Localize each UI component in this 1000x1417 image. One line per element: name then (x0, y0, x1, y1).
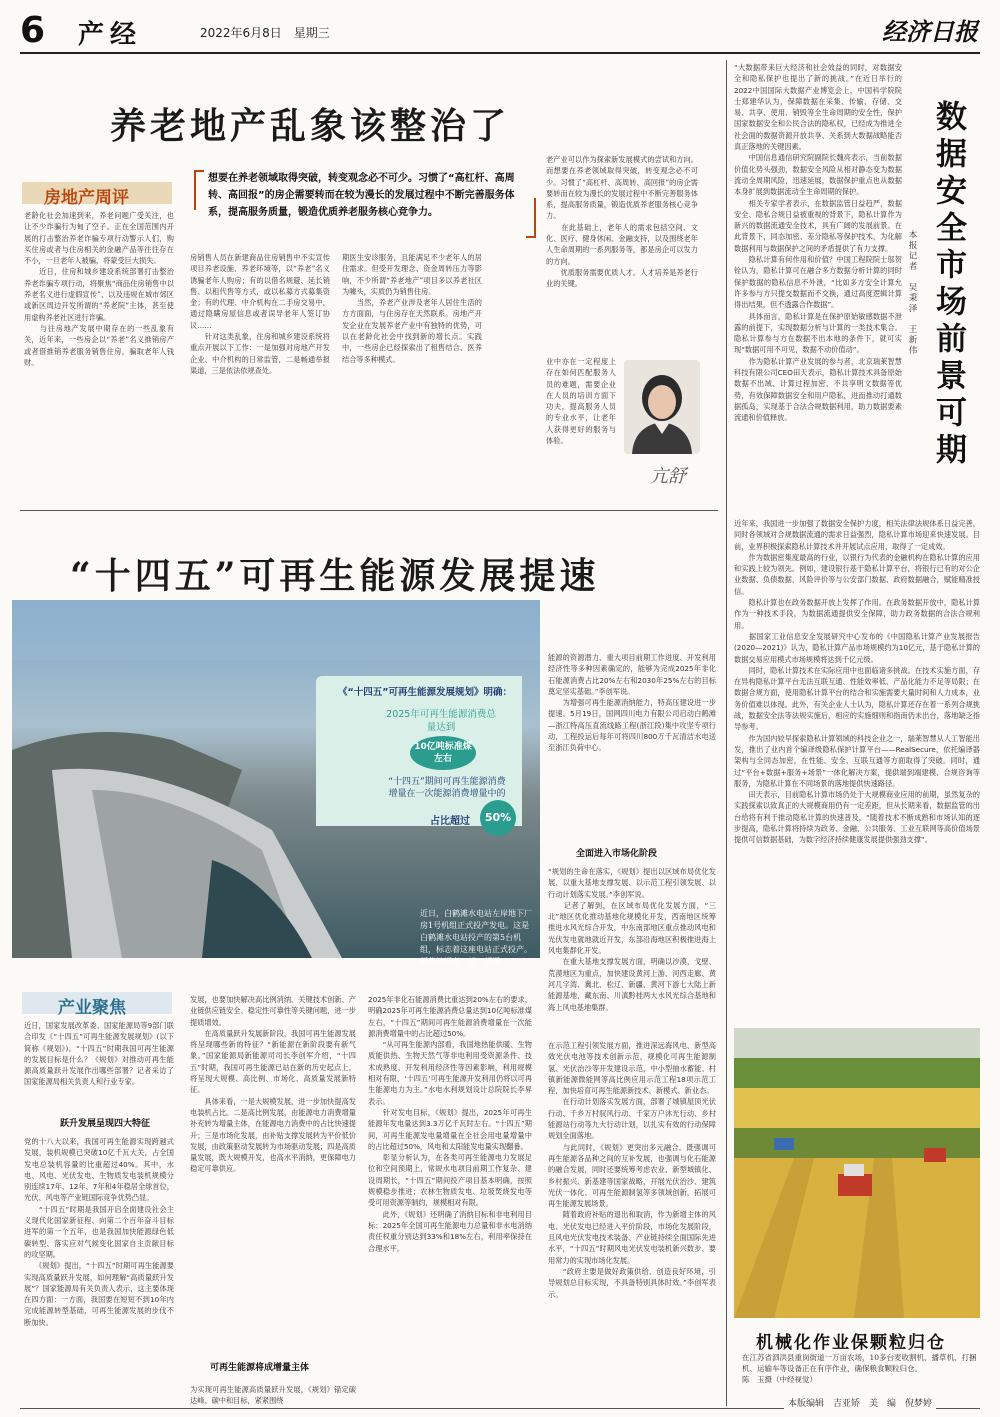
photo-caption: 近日，白鹤滩水电站左岸地下厂房1号机组正式投产发电。这是白鹤滩水电站投产的第5台机组，标志着这座电站正式投产。 新华社记者 胡 超摄 (420, 909, 532, 966)
subhead: 跃升发展呈现四大特征 (60, 1119, 151, 1129)
kicker: 房地产周评 (44, 188, 129, 208)
column-rule (726, 60, 727, 1406)
divider (20, 510, 718, 511)
text-column-5: 在示范工程引领发展方面，推进深远海风电、新型高效光伏电池等技术创新示范，规模化可再生能源制氢、光伏治沙等开发建设示范，中小型抽水蓄能、村镇新能源微能网等高比例应用示范工程18项示范工程，加快培育可再生能源新技术、新模式、新业态。 在行动计划落实发展方面，部署了城镇屋顶光伏行动、千乡万村驭风行动、千家万户沐光行动、乡村能源站行动等九大行动计划，以扎实有效的行动保障规划全面落地。 与此同时，《规划》更突出多元融合。既强调可再生能源各品种之间的互补发展，也强调与化石能源的融合发展，同时还要统筹考虑农业、新型城镇化、乡村振兴、新基建等国家战略，开展光伏治沙、建筑光伏一体化、可再生能源制氢等多领域创新，拓展可再生能源发展场景。 随着政府补贴的退出和取消，作为新增主体的风电、光伏发电已经进入平价阶段，市场化发展阶段，且风电光伏发电技术装备、产业链持续全面国际先进水平，“十四五”时期风电光伏发电装机新兴数步、要用常力的实现市场化发展。 “政府主要是做好政策供给、创造良好环境，引导规划总目标实现，不具备特别具体时效。”李创军表示。 (548, 1041, 716, 1299)
text-column-2: 近年来，我国进一步加强了数据安全保护力度，相关法律法规体系日益完善，同时各领域对合规数据流通的需求日益强烈，隐私计算市场迎来快速发展。目前，业界积极探索隐私计算技术并开展试点应用，取得了一定成效。 作为数据密集度最高的行业，以银行为代表的金融机构在隐私计算的应用和实践上较为领先。例如，建设银行基于隐私计算平台，将银行已有的对公企业数据、负债数据、风险评价等与公安部门数据、政府数据融合，赋能精准授信。 隐私计算也在政务数据开放上发挥了作用。在政务数据开放中，隐私计算作为一种技术手段，为数据流通提供安全保障，助力政务数据的合法合规利用。 据国家工业信息安全发展研究中心发布的《中国隐私计算产业发展报告(2020—2021)》认为，隐私计算产品市场规模约为10亿元，基于隐私计算的数据交易应用模式市场规模将达到千亿元级。 同时，隐私计算技术在实际应用中也面临诸多挑战。在技术实施方面，存在异构隐私计算平台无法互联互通、性能效率低、产品化能力不足等局限；在数据合规方面，使用隐私计算平台的结合和实施需要大量时间和人力成本，业务价值难以体现。此外，有关企业人士认为，隐私计算还存在着一系列合规挑战，数据安全法等法规实施后，相应的实施细则和指南仍未出台，落地缺乏指导参考。 作为国内较早探索隐私计算领域的科技企业之一，瑞莱智慧从人工智能出发，推出了业内首个编译级隐私保护计算平台——RealSecure，依托编译器架构与全同态加密，在性能、安全、互联互通等方面取得了突破。同时，通过“平台+数据+服务+场景”一体化解决方案，提供端到端建模、合规咨询等服务，为隐私计算在不同场景的落地提供快速路径。 田天表示，目前隐私计算市场仍处于大规模商业应用的前期，虽然复杂的实践探索以致真正的大规模商用仍有一定差距，但从长期来看，数据监管的出台给将有利于推动隐私计算的快速普及，“随着技术不断成熟和市场认知的逐步提高，隐私计算将持续为政务、金融、公共服务、工业互联网等高价值场景提供可信数据基础，为数字经济持续健康发展提供强劲支撑”。 (734, 519, 980, 845)
text-column-1: 老龄化社会加速到来，养老问题广受关注，也让不少诈骗行为甸了空子。正在全国范围内开展的打击整治养老诈骗专项行动警示人们，购买住房或者与住房相关的金融产品等往往存在不小，一旦老年人被骗，将蒙受巨大损失。 近日，住房和城乡建设系统部署打击整治养老诈骗专项行动，将聚焦“商品住房销售中以养老名义进行虚假宣传”、以及违规在城市郊区或新区周边开发所谓的“养老院”主体，甚至使用虚构养老社区进行诈骗。 与往房地产发展中期存在的一些乱象有关，近年来，一些房企以“养老”名义推销房产或者借推销养老服务销售住房，骗取老年人钱财。 (24, 211, 174, 367)
photo-title: 机械化作业保颗粒归仓 (756, 1333, 946, 1353)
harvest-photo (734, 1028, 980, 1318)
author-portrait (624, 360, 700, 454)
infographic-item1-label: 2025年可再生能源消费总量达到 (386, 709, 496, 733)
text-column-5: 业中亦在一定程度上存在如何匹配服务人员的难题，需要企业在人员的培训方面下功夫，提高服务人员的专业水平，让老年人获得更好的服务与体验。 (546, 357, 616, 446)
headline: “十四五”可再生能源发展提速 (70, 555, 600, 597)
editor-credits: 本版编辑 吉亚矫 美 编 倪梦婷 (784, 1396, 936, 1409)
page-number: 6 (20, 10, 46, 51)
text-column-3: 期医生安诊服务，且能满足不少老年人的居住需求。但受开发理念、资金周转压力等影响，不少所谓“养老地产”项目多以养老社区为噱头，实质仍为销售住房。 当然，养老产业涉及老年人居住生活的方方面面，与住房存在天然联系。房地产开发企业在发展养老产业中有独特的优势，可以在老龄化社会中找到新的增长点。实践中，一些房企已经探索出了租售结合、医养结合等多种模式。 (342, 253, 482, 364)
text-column-2b: 为实现可再生能源高质量跃升发展，《规划》锚定碳达峰、碳中和目标，紧紧围绕 (190, 1385, 356, 1406)
text-column-1: 近日，国家发展改革委、国家能源局等9部门联合印发《“十四五”可再生能源发展规划》(以下简称《规划》)。“十四五”时期我国可再生能源的发展目标是什么？《规划》对推动可再生能源高质量跃升发展作出哪些部署？记者采访了国家能源局相关负责人和行业专家。 (24, 1021, 174, 1087)
section-name: 产经 (78, 20, 143, 50)
infographic-item1-value: 10亿吨标准煤左右 (410, 736, 476, 770)
text-column-4b: “规划的生命在落实，《规划》提出以区域布局优化发展、以重大基地支撑发展、以示范工程引领发展、以行动计划落实发展。”李创军说。 记者了解到，在区域布局优化发展方面，“三北”地区优化推动基地化规模化开发，西南地区统筹推进水风光综合开发，中东南部地区重点推动风电和光伏发电就地就近开发，东部沿海地区积极推进海上风电集群化开发。 在重大基地支撑发展方面，明确以沙漠、戈壁、荒漠地区为重点，加快建设黄河上游、河西走廊、黄河几字湾、冀北、松辽、新疆、黄河下游七大陆上新能源基地，藏东南、川滇黔桂两大水风光综合基地和海上风电基地集群。 (548, 867, 716, 1012)
vertical-byline: 本报记者 吴秉泽 王新伟 (907, 230, 917, 356)
photo-caption: 在江苏省泗洪县重岗街道一万亩农场，10多台麦收割机、播草机、打捆机、运输车等设备正在有序作业，确保粮食颗粒归仓。 陈 玉摄（中经视觉） (742, 1353, 977, 1384)
issue-date: 2022年6月8日 星期三 (200, 26, 330, 40)
infographic-title: 《“十四五”可再生能源发展规划》明确： (338, 687, 512, 698)
subhead: 可再生能源将成增量主体 (210, 1363, 310, 1373)
lead-bracket-right (526, 198, 536, 238)
newspaper-logo: 经济日报 (882, 17, 978, 46)
text-column-4: 老产业可以作为探索新发展模式的尝试和方向。而想要在养老领域取得突破，转变观念必不可少。习惯了“高杠杆、高周转、高回报”的房企需要转而在较为漫长的发展过程中不断完善服务体系，提高服务质量，锻造优质养老服务核心竞争力。 在此基础上，老年人的需求包括空间、文化、医疗、健身休闲、金融支持，以及围绕老年人生命周期的一系列服务等，都是房企可以发力的方向。 优质服务需要优质人才。人才培养是养老行业的关键。 (546, 155, 698, 289)
text-column-1: “大数据带来巨大经济和社会效益的同时，对数据安全和隐私保护也提出了新的挑战。”在近日举行的2022中国国际大数据产业博览会上，中国科学院院士郑建华认为，保障数据在采集、传输、存储、交易、共享、使用、销毁等全生命周期的安全性，保护国家数据安全和公民合法的隐私权，已经成为推进全社会面的数据资源开放共享、关系到大数据战略能否真正落地的关键因素。 中国信息通信研究院副院长魏亮表示，当前数据价值化势头强劲，数据安全风险从相对静态变为数据流动全周期风险，迅速延展，数据保护重点也从数据本身扩展到数据流动全生命周期的保护。 相关专家学者表示，在数据监管日益趋严，数据安全、隐私合规日益被重视的背景下，隐私计算作为新兴的数据流通安全技术，具有广阔的发展前景。在此背景下，同态加密、差分隐私等保护技术，为化解数据利用与数据保护之间的矛盾提供了有力支撑。 隐私计算有何作用和价值？中国工程院院士邬贺铨认为，隐私计算可在融合多方数据分析计算的同时保护数据的隐私信息不外泄，“比如多方安全计算允许多参与方只提交数据而不交换，通过高度逻辑计算得出结果，但不透露合作数据”。 具体而言，隐私计算是在保护原始敏感数据不泄露的前提下，实现数据分析与计算的一类技术集合。隐私计算参与方在数据不出本地的条件下，就可实现“数据可用不可见，数据不动价值动”。 作为隐私计算产业发展的参与者，北京瑞莱智慧科技有限公司CEO田天表示，隐私计算技术具备原始数据不出域、计算过程加密、不共享明文数据等优势，有效保障数据安全和用户隐私，进而推动打通数据孤岛，实现基于合法合规数据利用，助力数据要素流通和价值释放。 (734, 63, 902, 423)
author-signature: 亢舒 (650, 466, 686, 487)
infographic-item2-label: “十四五”期间可再生能源消费增量在一次能源消费增量中的 (388, 777, 506, 799)
infographic-item2-value: 50% (480, 800, 516, 836)
headline: 养老地产乱象该整治了 (110, 105, 511, 147)
text-column-3: 2025年非化石能源消费比重达到20%左右的要求，明确2025年可再生能源消费总量达到10亿吨标准煤左右，“十四五”期间可再生能源消费增量在一次能源消费增量中的占比超过50%。 “从可再生能源内部看，我国地热能供暖、生物质能供热、生物天然气等非电利用受资源条件、技术成熟度、开发利用经济性等因素影响，利用规模相对有限，‘十四五’可再生能源开发利用仍将以可再生能源电力为主。”水电水利规划设计总院院长李昇表示。 针对发电目标，《规划》提出，2025年可再生能源年发电量达到3.3万亿千瓦时左右。“十四五”期间，可再生能源发电量增量在全社会用电量增量中的占比超过50%，风电和太阳能发电量实现翻番。 彰显分析认为，在各类可再生能源电力发展足位和空间预期上，常规水电项目前期工作复杂、建设周期长，“十四五”期间投产项目基本明确，按照规模稳步推进；农林生物质发电、垃圾焚烧发电等受可用资源等制约，规模相对有限。 此外，《规划》还明确了消纳目标和非电利用目标：2025年全国可再生能源电力总量和非水电消纳责任权重分别达到33%和18%左右，利用率保持在合理水平。 (368, 995, 533, 1253)
lead-bracket-left (194, 170, 204, 210)
subhead: 全面进入市场化阶段 (576, 849, 658, 859)
text-column-2: 发展，也要加快解决高比例消纳、关键技术创新、产业链供应链安全、稳定性可靠性等关键问题，进一步提质增效。 在高质量跃升发展新阶段，我国可再生能源发展将呈现哪些新的特征？“新能源在新阶段要有新气象。”国家能源局新能源司司长李创军介绍，“十四五”时期，我国可再生能源已站在新的历史起点上，将呈现大规模、高比例、市场化、高质量发展新特征。 具体来看，一是大规模发展，进一步加快提高发电装机占比。二是高比例发展，由能源电力消费增量补充转为增量主体，在能源电力消费中的占比快速提升；三是市场化发展，由补贴支撑发展转为平价低价发展，由政策驱动发展转为市场驱动发展；四是高质量发展，既大规模开发，也高水平消纳，更保障电力稳定可靠供应。 (190, 995, 356, 1174)
text-column-1b: 党的十八大以来，我国可再生能源实现跨越式发展，装机规模已突破10亿千瓦大关，占全国发电总装机容量的比重超过40%。其中，水电、风电、光伏发电、生物质发电装机规模分别连续17年、12年、7年和4年稳居全球首位，光伏、风电等产业链国际竞争优势凸显。 “十四五”时期是我国开启全面建设社会主义现代化国家新征程、向第二个百年奋斗目标进军的第一个五年，也是我国加快能源绿色低碳转型、落实应对气候变化国家自主贡献目标的攻坚期。 《规划》提出，“十四五”时期可再生能源要实现高质量跃升发展，如何理解“高质量跃升发展”？国家能源局有关负责人表示，这主要体现在四方面：一方面，我国要在短短不到10年内完成能源转型基础，可再生能源发展的步伐不断加快。 (24, 1137, 174, 1327)
infographic-item2-share: 占比超过 (430, 816, 470, 827)
kicker: 产业聚焦 (58, 998, 126, 1018)
header-rule (20, 52, 980, 54)
text-column-4: 能源的资源潜力、重大项目前期工作进度、开发利用经济性等多种因素确定的，能够为完成2025年非化石能源消费占比20%左右和2030年25%左右的目标奠定坚实基础。”李创军说。 为增强可再生能源消纳能力，特高压建设进一步提速。5月19日，国网四川电力有限公司启动白鹤滩—浙江特高压直流线路工程(浙江段)集中攻坚专项行动，工程投运后每年可将四川800万千瓦清洁水电送至浙江负荷中心。 (548, 653, 716, 753)
lead-paragraph: 想要在养老领域取得突破，转变观念必不可少。习惯了“高杠杆、高周转、高回报”的房企需要转而在较为漫长的发展过程中不断完善服务体系，提高服务质量，锻造优质养老服务核心竞争力。 (208, 173, 515, 218)
text-column-2: 房销售人员在新建商品住房销售中不实宣传项目养老设施、养老环境等，以“养老”名义诱骗老年人购房；有的以借名规避、延长销售、以租代售等方式，或以私募方式募集资金；有的代理、中介机构在二手房交易中，通过隐瞒房屋信息或者误导老年人签订协议…… 针对这类乱象，住房和城乡建设系统将重点开展以下工作：一是加强对房地产开发企业、中介机构的日常监管，二是畅通举报渠道，三是依法依规查处。 (190, 253, 330, 375)
vertical-title: 数据安全市场前景可期 (930, 100, 966, 470)
